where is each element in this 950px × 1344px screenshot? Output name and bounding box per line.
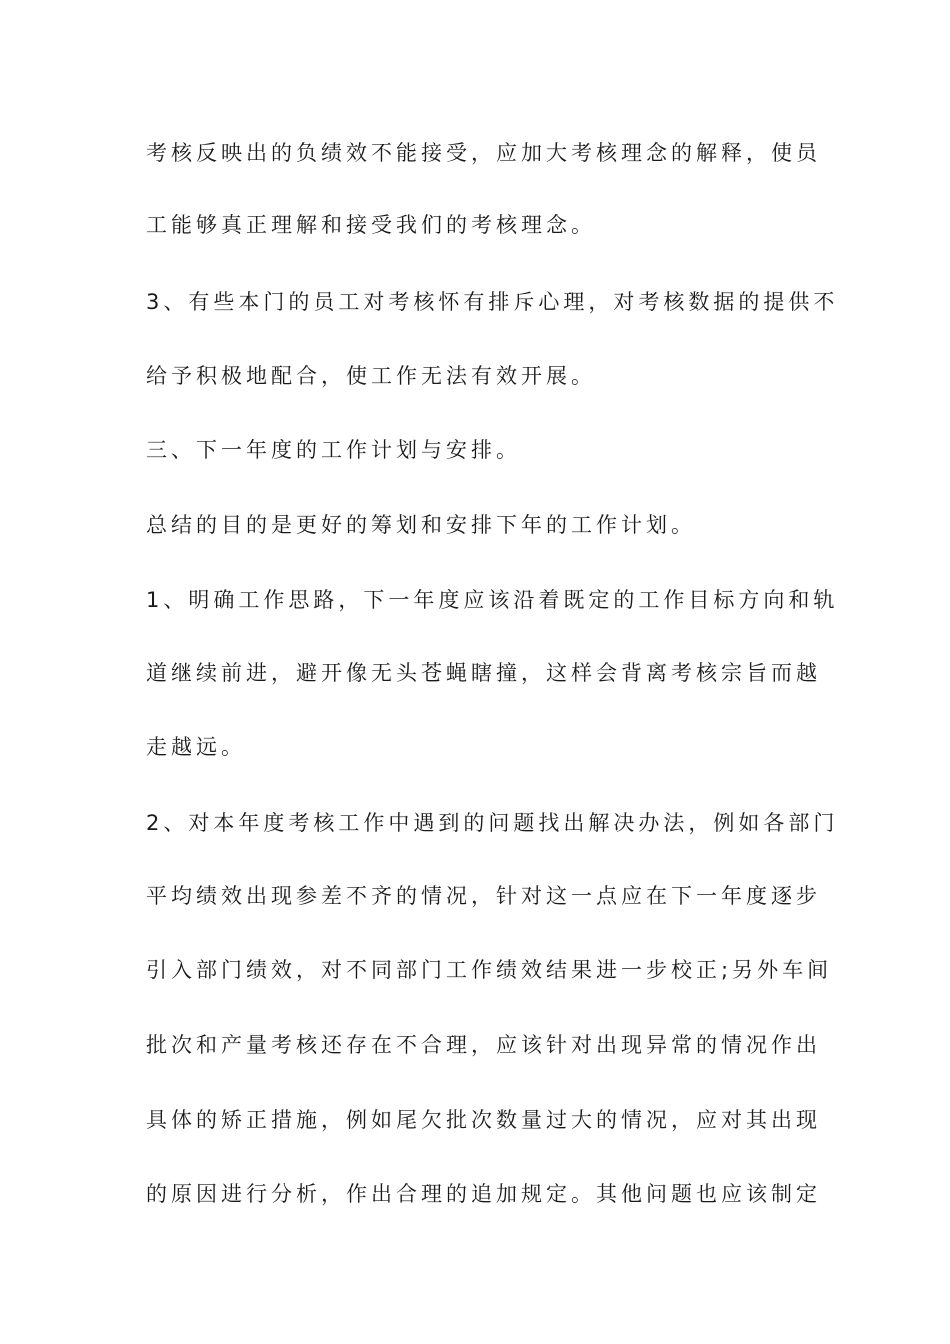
- text-line: 道继续前进，避开像无头苍蝇瞎撞，这样会背离考核宗旨而越: [146, 661, 821, 685]
- text-line: 总结的目的是更好的筹划和安排下年的工作计划。: [146, 513, 696, 537]
- text-line: 2、对本年度考核工作中遇到的问题找出解决办法，例如各部门: [146, 811, 839, 835]
- text-line: 走越远。: [146, 735, 246, 759]
- text-line: 1、明确工作思路，下一年度应该沿着既定的工作目标方向和轨: [146, 588, 839, 612]
- text-line: 平均绩效出现参差不齐的情况，针对这一点应在下一年度逐步: [146, 884, 821, 908]
- section-heading: 三、下一年度的工作计划与安排。: [146, 438, 521, 462]
- text-line: 给予积极地配合，使工作无法有效开展。: [146, 364, 596, 388]
- text-line: 批次和产量考核还存在不合理，应该针对出现异常的情况作出: [146, 1033, 821, 1057]
- text-line: 考核反映出的负绩效不能接受，应加大考核理念的解释，使员: [146, 141, 821, 165]
- text-line: 工能够真正理解和接受我们的考核理念。: [146, 213, 596, 237]
- text-line: 具体的矫正措施，例如尾欠批次数量过大的情况，应对其出现: [146, 1108, 821, 1132]
- text-line: 的原因进行分析，作出合理的追加规定。其他问题也应该制定: [146, 1182, 821, 1206]
- text-line: 3、有些本门的员工对考核怀有排斥心理，对考核数据的提供不: [146, 290, 839, 314]
- text-line: 引入部门绩效，对不同部门工作绩效结果进一步校正;另外车间: [146, 958, 833, 982]
